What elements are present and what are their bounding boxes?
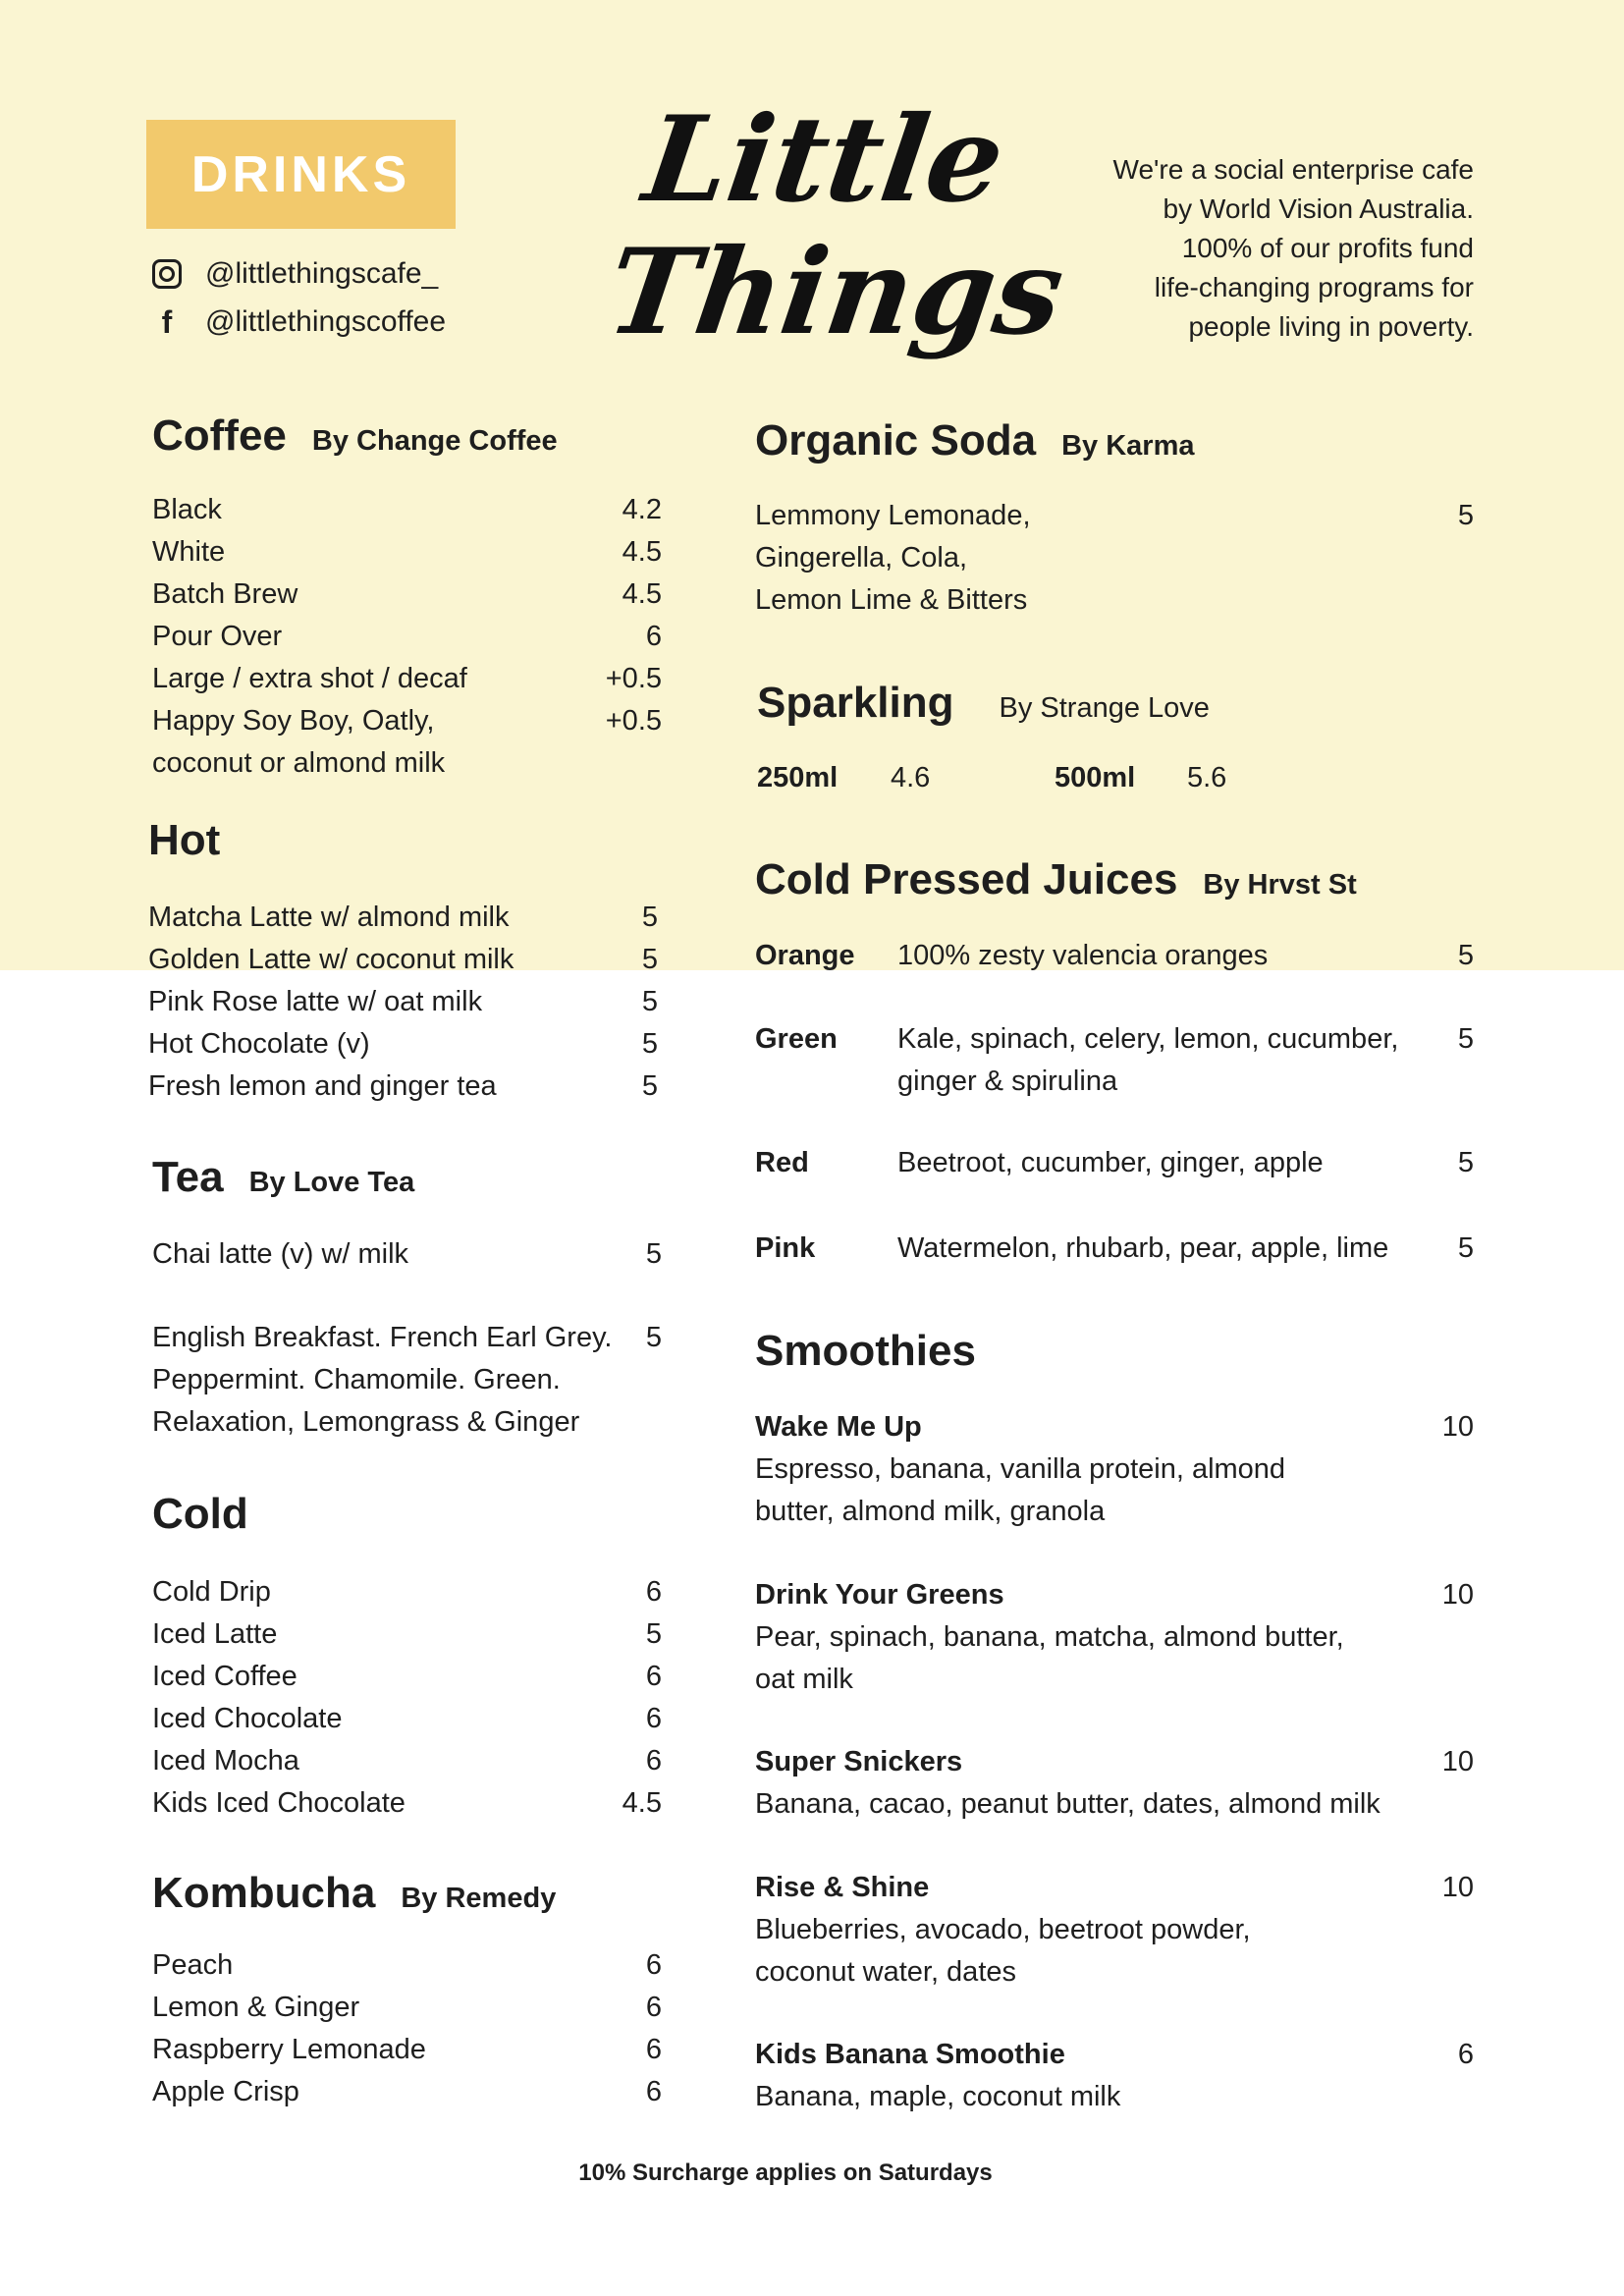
item-name: Rise & Shine — [755, 1872, 930, 1903]
heading-title: Sparkling — [757, 679, 954, 727]
menu-item — [152, 2029, 662, 2071]
size-price: 5.6 — [1187, 762, 1227, 793]
menu-item — [152, 658, 662, 700]
juice-item — [755, 1228, 1474, 1270]
item-name: Iced Mocha — [152, 1745, 299, 1777]
item-price: 5 — [641, 944, 658, 975]
item-name: Happy Soy Boy, Oatly, coconut or almond milk — [152, 705, 446, 779]
menu-item — [148, 981, 658, 1023]
item-price: 5 — [1457, 1232, 1474, 1264]
item-price: 10 — [1441, 1411, 1474, 1443]
item-price: 5 — [1457, 500, 1474, 531]
item-price: +0.5 — [605, 705, 662, 737]
item-name: Kids Banana Smoothie — [755, 2039, 1065, 2070]
menu-item — [755, 495, 1474, 622]
menu-item — [148, 1023, 658, 1066]
menu-item — [148, 897, 658, 939]
item-name: Iced Latte — [152, 1618, 278, 1650]
menu-item — [152, 616, 662, 658]
item-name: Lemon & Ginger — [152, 1992, 360, 2023]
menu-item — [152, 1656, 662, 1698]
juices-heading — [755, 852, 1357, 907]
menu-item — [152, 1782, 662, 1825]
item-name: White — [152, 536, 226, 568]
blurb-line: We're a social enterprise cafe — [1112, 154, 1474, 185]
item-desc: Banana, maple, coconut milk — [755, 2081, 1121, 2112]
size-price: 4.6 — [891, 762, 931, 793]
instagram-text: @littlethingscafe_ — [205, 257, 439, 290]
smoothies-heading — [755, 1324, 976, 1379]
item-price: 5 — [641, 902, 658, 933]
juice-label: Green — [755, 1023, 838, 1055]
blurb-line: by World Vision Australia. — [1163, 193, 1474, 224]
item-price: 6 — [645, 1745, 662, 1777]
item-price: 6 — [645, 621, 662, 652]
blurb-line: life-changing programs for — [1154, 272, 1474, 302]
heading-title: Kombucha — [152, 1869, 376, 1917]
item-name: Pink Rose latte w/ oat milk — [148, 986, 483, 1017]
facebook-icon: f — [161, 303, 173, 340]
menu-item — [148, 939, 658, 981]
juice-item — [755, 1018, 1474, 1103]
item-price: 5 — [1457, 1147, 1474, 1178]
menu-item — [148, 1066, 658, 1108]
sparkling-heading — [757, 676, 1210, 731]
smoothie-item — [755, 2034, 1474, 2118]
item-name: Golden Latte w/ coconut milk — [148, 944, 514, 975]
item-desc: Banana, cacao, peanut butter, dates, almond milk — [755, 1788, 1380, 1820]
item-price: 4.5 — [622, 578, 662, 610]
item-price: +0.5 — [605, 663, 662, 694]
item-name: Peach — [152, 1949, 234, 1981]
juice-label: Orange — [755, 940, 855, 971]
drinks-badge: DRINKS — [146, 120, 456, 229]
item-name: Cold Drip — [152, 1576, 271, 1608]
cold-heading — [152, 1487, 248, 1542]
item-price: 6 — [645, 1661, 662, 1692]
heading-title: Smoothies — [755, 1327, 976, 1375]
item-price: 4.2 — [622, 494, 662, 525]
item-name: Apple Crisp — [152, 2076, 299, 2107]
item-desc: Blueberries, avocado, beetroot powder, coconut water, dates — [755, 1914, 1251, 1988]
item-price: 5 — [641, 1028, 658, 1060]
menu-item — [152, 1698, 662, 1740]
item-name: Matcha Latte w/ almond milk — [148, 902, 510, 933]
juice-label: Red — [755, 1147, 809, 1178]
hot-heading — [148, 813, 220, 868]
item-price: 5 — [641, 986, 658, 1017]
juice-label: Pink — [755, 1232, 816, 1264]
item-price: 10 — [1441, 1579, 1474, 1611]
item-name: Wake Me Up — [755, 1411, 922, 1443]
item-desc: Pear, spinach, banana, matcha, almond butter, oat milk — [755, 1621, 1344, 1695]
item-name: Lemmony Lemonade, Gingerella, Cola, Lemon Lime & Bitters — [755, 500, 1031, 616]
juice-desc: Beetroot, cucumber, ginger, apple — [897, 1147, 1324, 1178]
menu-item — [152, 700, 662, 785]
item-name: Super Snickers — [755, 1746, 963, 1777]
menu-item — [152, 1571, 662, 1613]
menu-item — [152, 1944, 662, 1987]
item-name: Black — [152, 494, 222, 525]
item-price: 5 — [641, 1070, 658, 1102]
heading-sub: By Remedy — [401, 1883, 557, 1914]
item-name: Kids Iced Chocolate — [152, 1787, 406, 1819]
heading-sub: By Karma — [1061, 430, 1195, 462]
surcharge-note: 10% Surcharge applies on Saturdays — [578, 2159, 993, 2186]
facebook-handle[interactable] — [152, 301, 446, 344]
juice-desc: Kale, spinach, celery, lemon, cucumber, ginger & spirulina — [897, 1023, 1399, 1097]
blurb-line: 100% of our profits fund — [1181, 233, 1474, 263]
menu-item — [152, 2071, 662, 2113]
heading-sub: By Change Coffee — [311, 425, 558, 457]
heading-title: Cold — [152, 1490, 248, 1538]
menu-item — [152, 489, 662, 531]
item-name: Iced Chocolate — [152, 1703, 343, 1734]
item-price: 6 — [645, 2034, 662, 2065]
menu-item — [152, 1233, 662, 1276]
item-name: Fresh lemon and ginger tea — [148, 1070, 497, 1102]
item-price: 4.5 — [622, 1787, 662, 1819]
item-price: 6 — [645, 1949, 662, 1981]
item-price: 6 — [645, 1576, 662, 1608]
heading-title: Tea — [152, 1153, 224, 1201]
item-name: Batch Brew — [152, 578, 298, 610]
heading-sub: By Strange Love — [999, 692, 1210, 724]
item-price: 5 — [1457, 940, 1474, 971]
menu-item — [152, 1317, 662, 1444]
item-price: 5 — [1457, 1023, 1474, 1055]
heading-title: Hot — [148, 816, 221, 864]
smoothie-item — [755, 1406, 1474, 1533]
heading-sub: By Hrvst St — [1203, 869, 1357, 901]
smoothie-item — [755, 1867, 1474, 1994]
item-price: 5 — [645, 1238, 662, 1270]
heading-title: Cold Pressed Juices — [755, 855, 1178, 903]
heading-title: Coffee — [152, 411, 287, 460]
item-name: Raspberry Lemonade — [152, 2034, 426, 2065]
menu-item — [152, 574, 662, 616]
smoothie-item — [755, 1741, 1474, 1826]
instagram-icon — [152, 259, 182, 289]
item-desc: Espresso, banana, vanilla protein, almond butter, almond milk, granola — [755, 1453, 1286, 1527]
menu-item — [152, 1613, 662, 1656]
menu-item — [152, 1987, 662, 2029]
juice-desc: Watermelon, rhubarb, pear, apple, lime — [897, 1232, 1389, 1264]
item-price: 5 — [645, 1618, 662, 1650]
hot-list — [148, 897, 658, 1108]
kombucha-heading — [152, 1866, 556, 1921]
item-price: 10 — [1441, 1746, 1474, 1777]
item-name: English Breakfast. French Earl Grey. Peppermint. Chamomile. Green. Relaxation, Lemongrass & Ginger — [152, 1322, 613, 1438]
tea-heading — [152, 1150, 414, 1205]
logo: Little Things — [599, 90, 1072, 361]
size-label: 250ml — [757, 762, 839, 793]
about-blurb — [1022, 150, 1474, 347]
soda-list — [755, 495, 1474, 622]
item-price: 5 — [645, 1322, 662, 1353]
heading-sub: By Love Tea — [248, 1167, 415, 1198]
item-price: 6 — [645, 1703, 662, 1734]
item-name: Drink Your Greens — [755, 1579, 1004, 1611]
item-price: 4.5 — [622, 536, 662, 568]
item-price: 6 — [1457, 2039, 1474, 2070]
item-price: 6 — [645, 2076, 662, 2107]
smoothie-item — [755, 1574, 1474, 1701]
menu-item — [152, 531, 662, 574]
item-name: Hot Chocolate (v) — [148, 1028, 370, 1060]
item-price: 10 — [1441, 1872, 1474, 1903]
soda-heading — [755, 413, 1194, 468]
item-name: Large / extra shot / decaf — [152, 663, 467, 694]
heading-title: Organic Soda — [755, 416, 1037, 465]
juice-item — [755, 935, 1474, 977]
blurb-line: people living in poverty. — [1188, 311, 1474, 342]
item-name: Chai latte (v) w/ milk — [152, 1238, 409, 1270]
cold-list — [152, 1571, 662, 1825]
kombucha-list — [152, 1944, 662, 2113]
instagram-handle[interactable] — [152, 252, 438, 296]
menu-item — [152, 1740, 662, 1782]
item-name: Iced Coffee — [152, 1661, 298, 1692]
coffee-list — [152, 489, 662, 785]
item-price: 6 — [645, 1992, 662, 2023]
coffee-heading — [152, 409, 558, 464]
tea-list — [152, 1233, 662, 1444]
size-label: 500ml — [1055, 762, 1136, 793]
facebook-text: @littlethingscoffee — [205, 305, 447, 338]
item-name: Pour Over — [152, 621, 283, 652]
juice-item — [755, 1142, 1474, 1184]
juice-desc: 100% zesty valencia oranges — [897, 940, 1269, 971]
